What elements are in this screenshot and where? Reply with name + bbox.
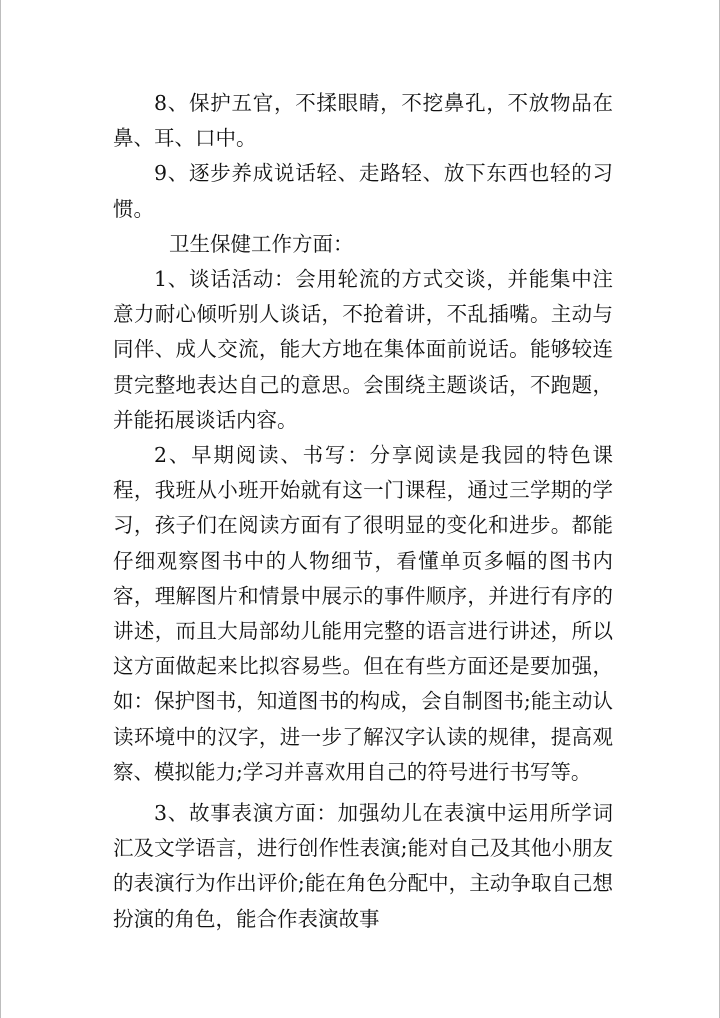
paragraph-early-reading: 2、早期阅读、书写：分享阅读是我园的特色课程，我班从小班开始就有这一门课程，通过三学期的学习，孩子们在阅读方面有了很明显的变化和进步。都能仔细观察图书中的人物细节，看懂单页多幅的图书内容，理解图片和情景中展示的事件顺序，并进行有序的讲述，而且大局部幼儿能用完整的语言进行讲述，所以这方面做起来比拟容易些。但在有些方面还是要加强，如：保护图书，知道图书的构成，会自制图书;能主动认读环境中的汉字，进一步了解汉字认读的规律，提高观察、模拟能力;学习并喜欢用自己的符号进行书写等。 — [113, 443, 613, 784]
paragraph-story-performance: 3、故事表演方面：加强幼儿在表演中运用所学词汇及文学语言，进行创作性表演;能对自己及其他小朋友的表演行为作出评价;能在角色分配中，主动争取自己想扮演的角色，能合作表演故事 — [113, 801, 613, 931]
paragraph-talk-activity: 1、谈话活动：会用轮流的方式交谈，并能集中注意力耐心倾听别人谈话，不抢着讲，不乱插嘴。主动与同伴、成人交流，能大方地在集体面前说话。能够较连贯完整地表达自己的意思。会围绕主题谈话，不跑题，并能拓展谈话内容。 — [113, 267, 613, 432]
section-heading: 卫生保健工作方面： — [169, 231, 354, 256]
document-body — [113, 86, 613, 937]
paragraph-item-9: 9、逐步养成说话轻、走路轻、放下东西也轻的习惯。 — [113, 161, 613, 221]
paragraph-item-8: 8、保护五官，不揉眼睛，不挖鼻孔，不放物品在鼻、耳、口中。 — [113, 91, 613, 151]
